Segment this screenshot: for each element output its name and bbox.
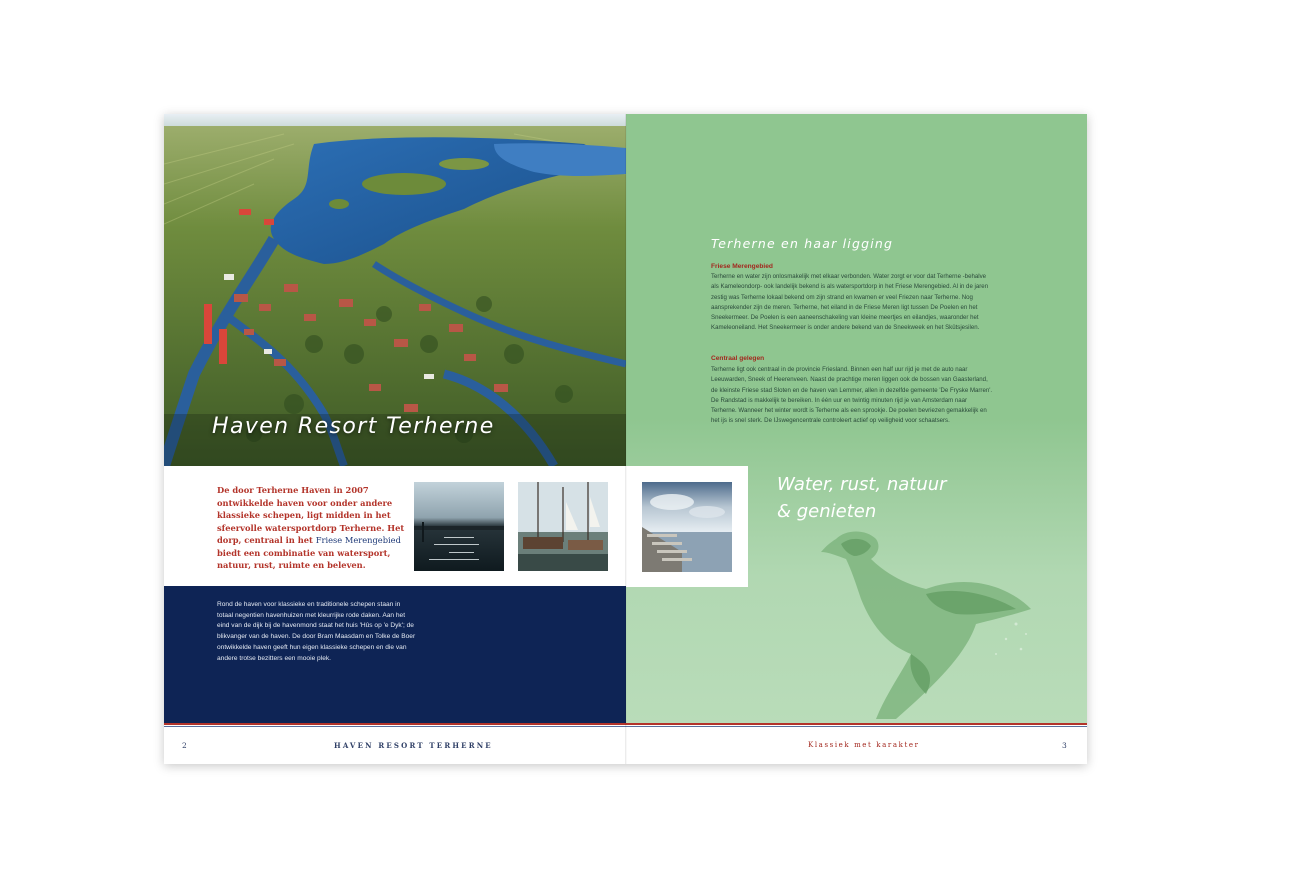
section-title: Terherne en haar ligging [711,236,894,251]
tagline-line2: & genieten [777,501,877,522]
hero-title: Haven Resort Terherne [212,414,495,439]
boardwalk-photo-frame [626,466,748,587]
tagline [777,471,947,525]
footer-rule-blue-right [626,726,1087,727]
page-number-right: 3 [1062,741,1067,750]
harbor-dusk-photo [414,482,504,571]
section1-text: Terherne en water zijn onlosmakelijk met elkaar verbonden. Water zorgt er voor dat Terherne -behalve als Kameleondorp- ook landelijk bekend is als watersportdorp in het Friese Merengebied. Al in de jaren zestig was Terherne lokaal bekend om zijn strand en kwamen er veel Friezen naar Terherne. Nog aansprekender zijn de meren. Terherne, het eiland in de Friese Meren ligt tussen De Poelen en het Sneekermeer. De Poelen is een aaneenschakeling van kleine meertjes en eilandjes, waaronder het Kameleoneiland. Het Sneekermeer is onder andere bekend van de Sneekweek en het Skûtsjesilen. [711,273,989,332]
intro-highlight: Friese Merengebied [315,535,401,545]
tagline-line1: Water, rust, natuur [777,474,947,495]
brochure-spread [164,114,1087,764]
green-panel [626,114,1087,723]
navy-text-panel [164,586,626,723]
subheading-centraal-gelegen: Centraal gelegen [711,355,765,362]
intro-paragraph [217,484,407,572]
section2-text: Terherne ligt ook centraal in de provincie Friesland. Binnen een half uur rijd je met de auto naar Leeuwarden, Sneek of Heerenveen. Naast de prachtige meren liggen ook de bossen van Gaasterland, de kleinste Friese stad Sloten en de haven van Lemmer, allen in dezelfde gemeente 'De Fryske Marren'. De Randstad is makkelijk te bereiken. In één uur en twintig minuten rijd je van Amsterdam naar Terherne. Wanneer het winter wordt is Terherne als een sprookje. De poelen bevriezen gemakkelijk en het ijs is snel sterk. De IJswegencentrale controleert actief op veiligheid voor schaatsers. [711,366,993,425]
spine-fold [625,114,627,764]
subheading-friese-merengebied: Friese Merengebied [711,263,773,270]
intro-text-part2: biedt een combinatie van watersport, natuur, rust, ruimte en beleven. [217,547,391,570]
right-page [626,114,1087,764]
footer-rule-red [164,723,626,725]
footer-rule-blue [164,726,626,727]
intro-text-part1: De door Terherne Haven in 2007 ontwikkelde haven voor onder andere klassieke schepen, ligt midden in het sfeervolle watersportdorp Terherne. Het dorp, centraal in het [217,485,405,545]
running-footer-left: HAVEN RESORT TERHERNE [334,741,493,750]
left-page [164,114,626,764]
boardwalk-photo [642,482,732,572]
page-number-left: 2 [182,741,187,750]
intro-band [164,466,626,586]
running-footer-right: Klassiek met karakter [808,741,920,749]
duck-illustration [816,514,1046,723]
navy-paragraph: Rond de haven voor klassieke en traditionele schepen staan in totaal negentien havenhuizen met kleurrijke rode daken. Aan het eind van de dijk bij de havenmond staat het huis 'Hûs op 'e Dyk'; de blikvanger van de haven. De door Bram Maasdam en Tolke de Boer ontwikkelde haven geeft hun eigen klassieke schepen en die van andere trotse bezitters een mooie plek. [217,601,416,662]
sailboats-photo [518,482,608,571]
footer-rule-red-right [626,723,1087,725]
aerial-photo [164,114,626,466]
